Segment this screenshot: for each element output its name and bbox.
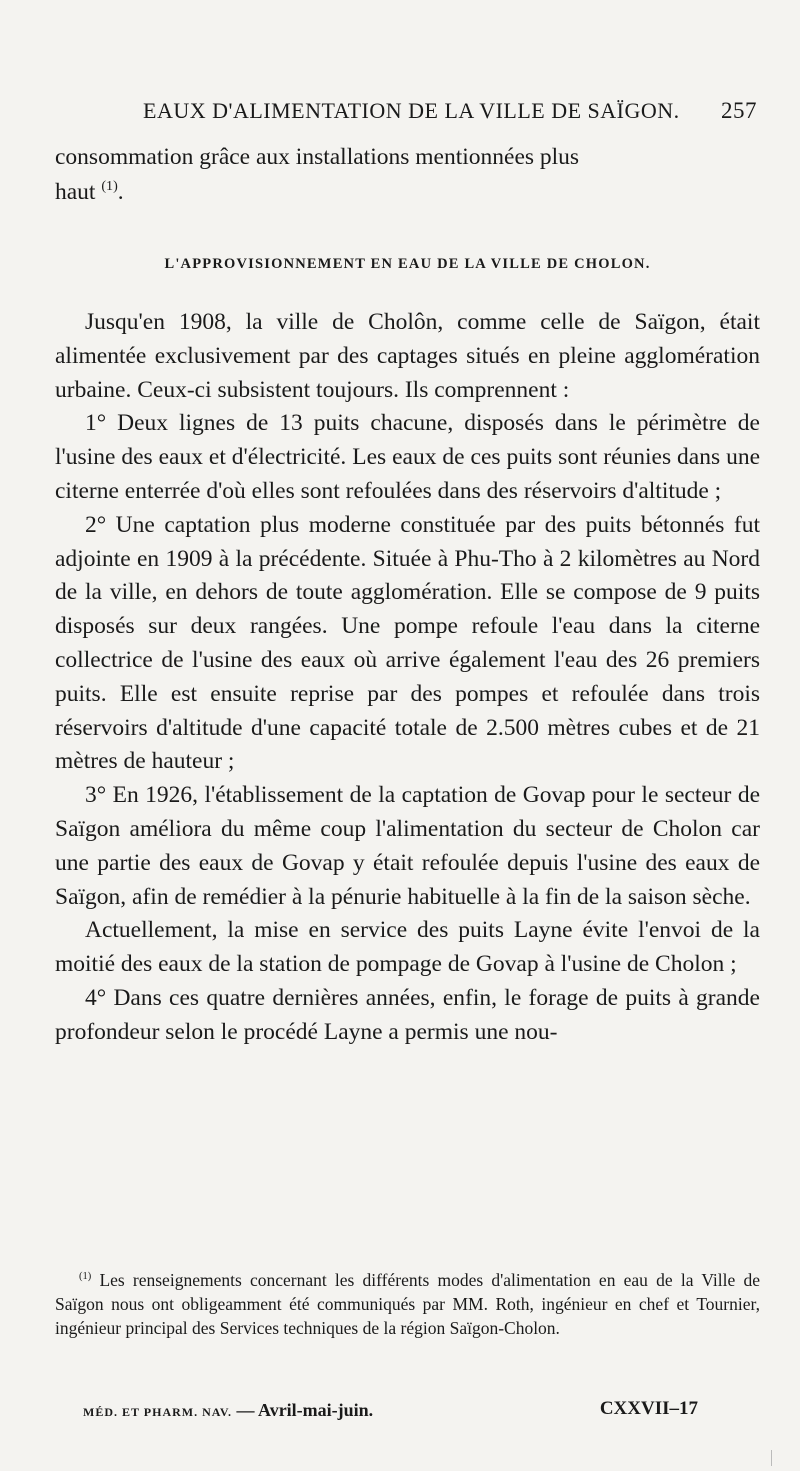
paragraph: 2° Une captation plus moderne constituée par des puits bétonnés fut adjointe en 1909 à la précédente. Située à Phu-Tho à 2 kilomètres au Nord de la ville, en dehors de toute agglomération. Elle se compose de 9 puits disposés sur deux rangées. Une pompe refoule l'eau dans la citerne collectrice de l'usine des eaux où arrive également l'eau des 26 premiers puits. Elle est ensuite reprise par des pompes et refoulée dans trois réservoirs d'altitude d'une capacité totale de 2.500 mètres cubes et de 21 mètres de hauteur ; <box>55 511 760 775</box>
footnote-body: Les renseignements concernant les différents modes d'alimentation en eau de la Ville de Saïgon nous ont obligeamment été communiqués par MM. Roth, ingénieur en chef et Tournier, ingénieur principal des Services techniques de la région Saïgon-Cholon. <box>55 1270 760 1338</box>
page-number: 257 <box>721 98 757 123</box>
intro-line <box>55 140 760 175</box>
footnote <box>55 1268 760 1340</box>
intro-line-2: haut <box>55 178 102 205</box>
running-title: EAUX D'ALIMENTATION DE LA VILLE DE SAÏGON. <box>143 98 680 123</box>
intro-line <box>55 175 760 210</box>
paragraph: 3° En 1926, l'établissement de la captation de Govap pour le secteur de Saïgon améliora du même coup l'alimentation du secteur de Cholon car une partie des eaux de Govap y était refoulée depuis l'usine des eaux de Saïgon, afin de remédier à la pénurie habituelle à la fin de la saison sèche. <box>55 782 760 910</box>
signature-mark: CXXVII–17 <box>599 1398 698 1419</box>
footnote-reference: (1) <box>101 177 118 194</box>
footnote-marker: (1) <box>79 1271 92 1283</box>
main-text <box>55 306 760 1050</box>
footer-dash: — <box>232 1400 259 1420</box>
journal-name: MÉD. ET PHARM. NAV. <box>83 1405 233 1419</box>
footer-journal <box>83 1400 373 1421</box>
paragraph: Jusqu'en 1908, la ville de Cholôn, comme celle de Saïgon, était alimentée exclusivement par des captages situés en pleine agglomération urbaine. Ceux-ci subsistent toujours. Ils comprennent : <box>55 309 760 403</box>
section-heading: L'APPROVISIONNEMENT EN EAU DE LA VILLE DE CHOLON. <box>164 256 651 272</box>
intro-line-2-end: . <box>117 178 124 205</box>
paragraph: 1° Deux lignes de 13 puits chacune, disposés dans le périmètre de l'usine des eaux et d'électricité. Les eaux de ces puits sont réunies dans une citerne enterrée d'où elles sont refoulées dans des réservoirs d'altitude ; <box>55 410 760 504</box>
continued-text <box>55 140 760 210</box>
paragraph: Actuellement, la mise en service des puits Layne évite l'envoi de la moitié des eaux de la station de pompage de Govap à l'usine de Cholon ; <box>55 917 760 978</box>
page-footer <box>55 1398 760 1428</box>
journal-issue: Avril-mai-juin. <box>258 1400 374 1420</box>
running-header <box>55 90 765 130</box>
intro-line-1: consommation grâce aux installations mentionnées plus <box>55 144 580 170</box>
paragraph: 4° Dans ces quatre dernières années, enfin, le forage de puits à grande profondeur selon le procédé Layne a permis une nou- <box>55 984 760 1045</box>
footnote-text <box>55 1268 760 1340</box>
scan-edge-mark <box>771 1450 772 1466</box>
